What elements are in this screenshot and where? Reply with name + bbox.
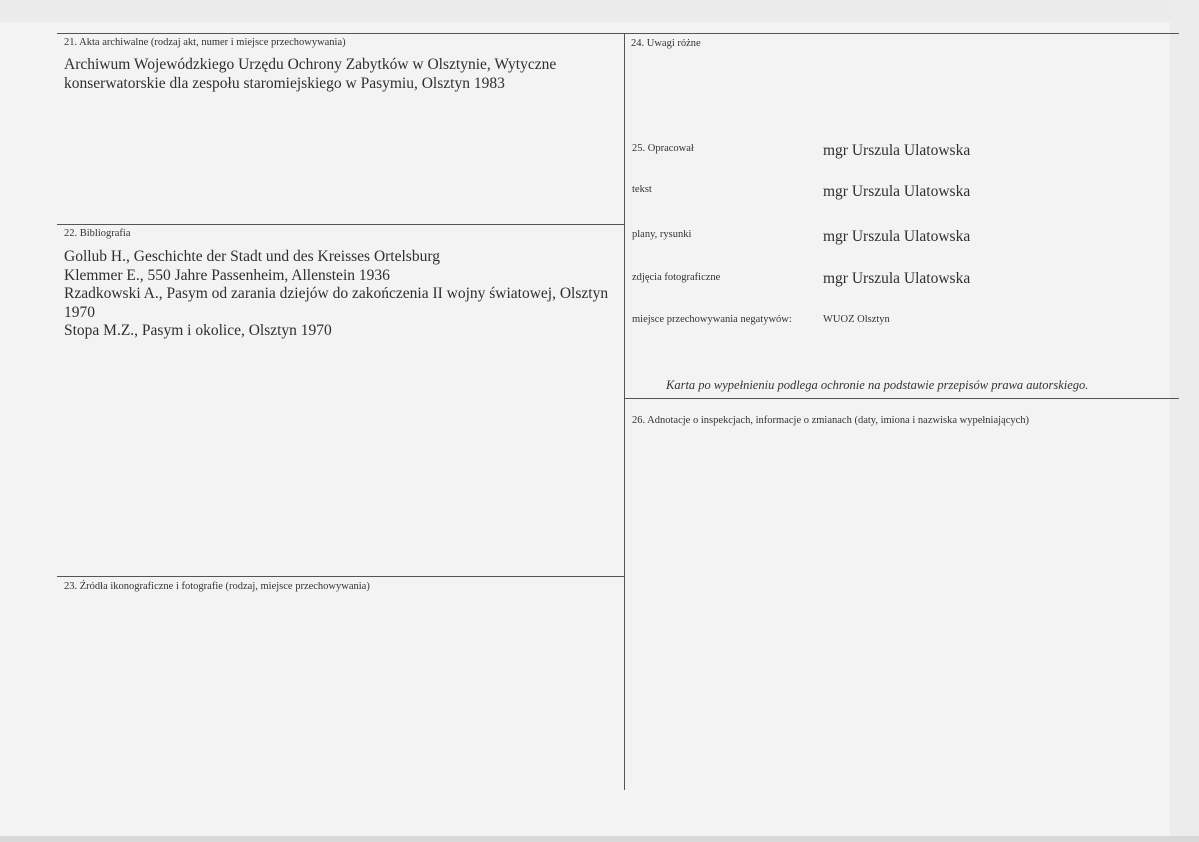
text-author-label: tekst [632, 184, 652, 195]
plans-value: mgr Urszula Ulatowska [823, 228, 971, 245]
divider-25-26 [624, 398, 1179, 399]
prepared-by-value: mgr Urszula Ulatowska [823, 142, 971, 159]
copyright-note: Karta po wypełnieniu podlega ochronie na podstawie przepisów prawa autorskiego. [666, 378, 1089, 392]
prepared-by-label: 25. Opracował [632, 143, 694, 154]
section-24-label: 24. Uwagi różne [631, 38, 701, 49]
text-author-value: mgr Urszula Ulatowska [823, 183, 971, 200]
negatives-location-label: miejsce przechowywania negatywów: [632, 314, 792, 325]
section-23-label: 23. Źródła ikonograficzne i fotografie (rodzaj, miejsce przechowywania) [64, 581, 370, 592]
section-22-content [64, 248, 608, 341]
section-21-label: 21. Akta archiwalne (rodzaj akt, numer i miejsce przechowywania) [64, 37, 346, 48]
divider-21-22 [57, 224, 624, 225]
divider-22-23 [57, 576, 624, 577]
photos-label: zdjęcia fotograficzne [632, 272, 721, 283]
section-21-content [64, 56, 556, 93]
bibliography-entry: Gollub H., Geschichte der Stadt und des Kreisses Ortelsburg [64, 248, 440, 265]
bibliography-entry: Rzadkowski A., Pasym od zarania dziejów do zakończenia II wojny światowej, Olsztyn [64, 285, 609, 302]
bibliography-entry: Klemmer E., 550 Jahre Passenheim, Allenstein 1936 [64, 266, 390, 284]
section-22-label: 22. Bibliografia [64, 228, 131, 239]
section-21-line: Archiwum Wojewódzkiego Urzędu Ochrony Zabytków w Olsztynie, Wytyczne [64, 56, 557, 73]
section-21-line: konserwatorskie dla zespołu staromiejskiego w Pasymiu, Olsztyn 1983 [64, 74, 505, 92]
top-border-line [57, 33, 1179, 34]
bibliography-entry: 1970 [64, 303, 95, 321]
photos-value: mgr Urszula Ulatowska [823, 270, 971, 287]
scan-bottom-edge [0, 836, 1199, 842]
bibliography-entry: Stopa M.Z., Pasym i okolice, Olsztyn 1970 [64, 322, 332, 339]
scan-right-edge [1170, 0, 1199, 842]
column-divider [624, 33, 625, 790]
scan-top-edge [0, 0, 1199, 22]
plans-label: plany, rysunki [632, 229, 692, 240]
section-26-label: 26. Adnotacje o inspekcjach, informacje o zmianach (daty, imiona i nazwiska wypełniających) [632, 415, 1030, 426]
negatives-location-value: WUOZ Olsztyn [823, 314, 890, 325]
